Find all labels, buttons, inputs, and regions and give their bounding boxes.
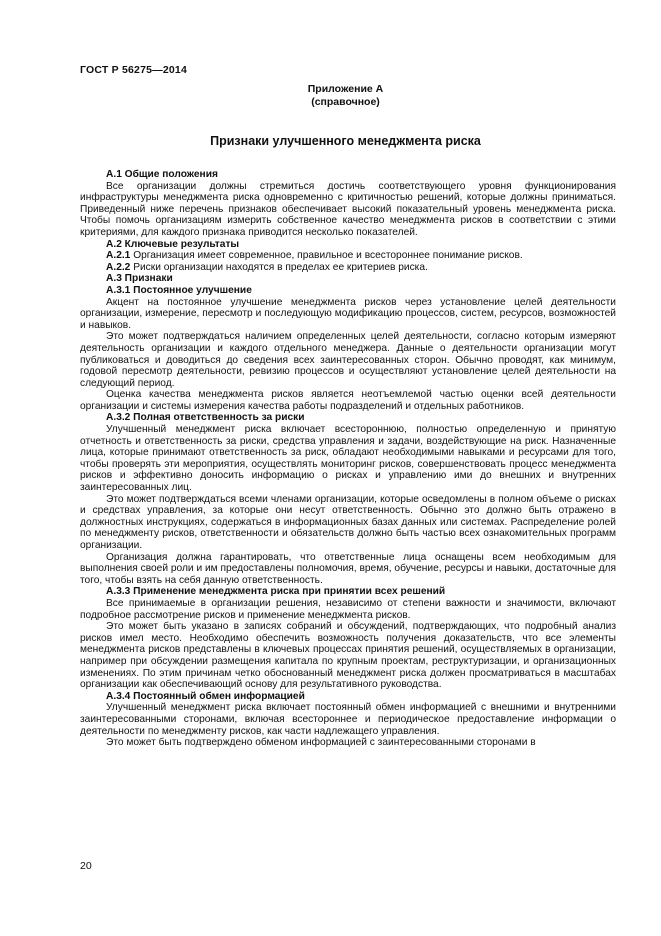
- section-a34-heading: А.3.4 Постоянный обмен информацией: [106, 690, 305, 702]
- clause-number: А.2.1: [106, 250, 131, 262]
- section-a31-heading: А.3.1 Постоянное улучшение: [106, 284, 252, 296]
- page-number: 20: [80, 860, 92, 872]
- paragraph: Это может подтверждаться наличием определенных целей деятельности, согласно которым измеряют деятельность организации и каждого отдельного менеджера. Данные о деятельности организации могут публиковаться и доводиться до сведения всех заинтересованных сторон. Обычно проводят, как минимум, годовой пересмотр деятельности, ревизию процессов и осуществляют установление целей деятельности на следующий период.: [80, 331, 616, 389]
- paragraph: Организация должна гарантировать, что ответственные лица оснащены всем необходимым для выполнения своей роли и им предоставлены полномочия, время, обучение, ресурсы и навыки, достаточные для того, чтобы взять на себя данную ответственность.: [80, 551, 616, 586]
- annex-label: Приложение А: [307, 83, 384, 95]
- page-title: Признаки улучшенного менеджмента риска: [210, 134, 481, 148]
- document-header: ГОСТ Р 56275—2014: [80, 64, 188, 76]
- paragraph: Это может быть указано в записях собраний и обсуждений, подтверждающих, что подробный анализ рисков имел место. Необходимо обеспечить возможность получения доказательств, что все элементы менеджмента рисков представлены в ключевых процессах принятия решений, осуществляемых в организации, например при обсуждении размещения капитала по крупным проектам, реструктуризации, и организационных изменениях. По этим причинам четко обоснованный менеджмент риска должен просматриваться в масштабах организации как обеспечивающий основу для результативного руководства.: [80, 621, 616, 691]
- paragraph: Улучшенный менеджмент риска включает всестороннюю, полностью определенную и принятую отчетность и ответственность за риски, средства управления и задачи, воздействующие на риск. Назначенные лица, которые принимают ответственность за риск, обладают необходимыми навыками и ресурсами для того, чтобы проверять эти мероприятия, осуществлять мониторинг рисков, совершенствовать процесс менеджмента рисков и эффективно доносить информацию о рисках и управлению ими до внешних и внутренних заинтересованных лиц.: [80, 424, 616, 494]
- section-a32-heading: А.3.2 Полная ответственность за риски: [106, 412, 305, 424]
- clause-a21: [80, 250, 616, 262]
- section-a3-heading: А.3 Признаки: [106, 273, 173, 285]
- annex-type: (справочное): [311, 96, 380, 108]
- paragraph: Это может подтверждаться всеми членами организации, которые осведомлены в полном объеме о рисках и средствах управления, за которые они несут ответственность. Обычно это должно быть отражено в должностных инструкциях, содержаться в информационных базах данных или системах. Распределение ролей по менеджменту рисков, ответственности и обязательств должно быть частью всех ознакомительных программ организации.: [80, 493, 616, 551]
- paragraph: Это может быть подтверждено обменом информацией с заинтересованными сторонами в: [106, 737, 536, 749]
- paragraph: Все организации должны стремиться достичь соответствующего уровня функционирования инфраструктуры менеджмента риска одновременно с критичностью решений, которые должны приниматься. Приведенный ниже перечень признаков обеспечивает высокий показательный уровень менеджмента риска. Чтобы помочь организациям измерить собственное качество менеджмента рисков в соответствии с этими критериями, для каждого признака приводится несколько показателей.: [80, 180, 616, 238]
- paragraph: Оценка качества менеджмента рисков является неотъемлемой частью оценки всей деятельности организации и системы измерения качества работы подразделений и отдельных работников.: [80, 389, 616, 412]
- section-a33-heading: А.3.3 Применение менеджмента риска при принятии всех решений: [106, 586, 446, 598]
- document-body: [80, 169, 616, 749]
- clause-number: А.2.2: [106, 261, 131, 273]
- section-a1-heading: А.1 Общие положения: [106, 169, 218, 180]
- clause-text: Риски организации находятся в пределах ее критериев риска.: [130, 261, 428, 273]
- annex-heading: [0, 83, 661, 109]
- clause-a22: [80, 262, 616, 274]
- paragraph: Акцент на постоянное улучшение менеджмента рисков через установление целей деятельности организации, измерение, пересмотр и последующую модификацию процессов, систем, ресурсов, возможностей и навыков.: [80, 296, 616, 331]
- section-a2-heading: А.2 Ключевые результаты: [106, 238, 240, 250]
- paragraph: Улучшенный менеджмент риска включает постоянный обмен информацией с внешними и внутренними заинтересованными сторонами, включая всестороннее и периодическое предоставление информации о деятельности по менеджменту рисков, как части надлежащего управления.: [80, 702, 616, 737]
- paragraph: Все принимаемые в организации решения, независимо от степени важности и значимости, включают подробное рассмотрение рисков и применение менеджмента рисков.: [80, 597, 616, 621]
- clause-text: Организация имеет современное, правильное и всестороннее понимание рисков.: [130, 250, 523, 262]
